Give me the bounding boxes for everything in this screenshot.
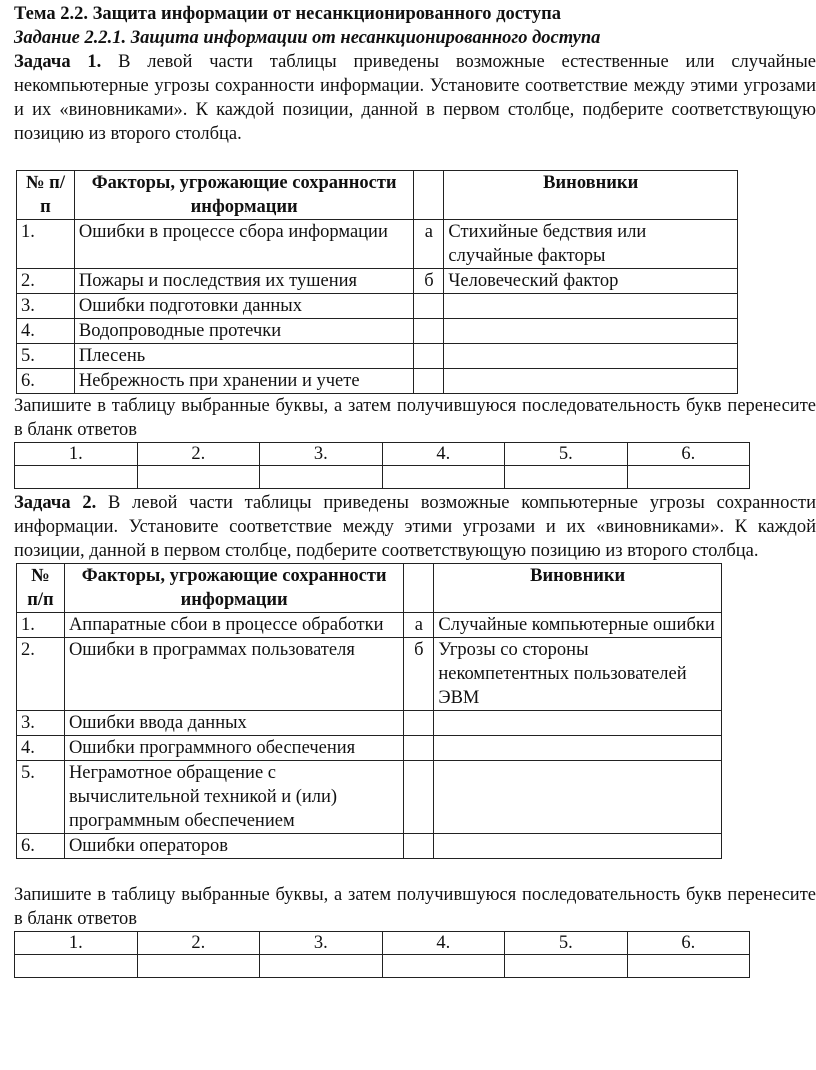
task1-instruction: Запишите в таблицу выбранные буквы, а затем получившуюся последовательность букв перенесите в бланк ответов (14, 396, 816, 440)
row-number: 6. (17, 369, 75, 394)
answer-cell[interactable] (15, 466, 138, 489)
letter-cell: а (404, 613, 434, 638)
answer-cell[interactable] (260, 955, 383, 978)
task1-header-row (17, 171, 738, 220)
row-number: 5. (17, 344, 75, 369)
answer-cell[interactable] (627, 466, 750, 489)
num-header: № п/п (17, 171, 75, 220)
culprit-cell (434, 736, 722, 761)
letter-cell (414, 319, 444, 344)
factor-cell: Небрежность при хранении и учете (74, 369, 414, 394)
factor-cell: Аппаратные сбои в процессе обработки (64, 613, 403, 638)
culprit-cell (434, 711, 722, 736)
answer-cell[interactable] (382, 466, 505, 489)
task2-header-row (17, 564, 722, 613)
factor-cell: Ошибки программного обеспечения (64, 736, 403, 761)
factor-cell: Водопроводные протечки (74, 319, 414, 344)
answer-number-cell: 1. (15, 932, 138, 955)
letter-header (414, 171, 444, 220)
factor-row (17, 834, 722, 859)
factor-row (17, 220, 738, 269)
answer-cell[interactable] (382, 955, 505, 978)
culprits-header: Виновники (434, 564, 722, 613)
culprit-cell: Стихийные бедствия или случайные факторы (444, 220, 738, 269)
answer-cell[interactable] (137, 466, 260, 489)
answer-cell[interactable] (505, 466, 628, 489)
topic-title: Тема 2.2. Защита информации от несанкционированного доступа (14, 4, 561, 24)
row-number: 6. (17, 834, 65, 859)
letter-cell: б (414, 269, 444, 294)
answer-number-cell: 4. (382, 443, 505, 466)
row-number: 1. (17, 220, 75, 269)
factor-row (17, 344, 738, 369)
culprit-cell: Человеческий фактор (444, 269, 738, 294)
row-number: 3. (17, 711, 65, 736)
answer-input-row (15, 466, 750, 489)
culprit-cell: Угрозы со стороны некомпетентных пользователей ЭВМ (434, 638, 722, 711)
task1-factors-table (16, 170, 738, 394)
letter-cell (414, 369, 444, 394)
culprits-header: Виновники (444, 171, 738, 220)
task1-description (14, 50, 816, 146)
letter-cell: а (414, 220, 444, 269)
culprit-cell (444, 294, 738, 319)
culprit-cell: Случайные компьютерные ошибки (434, 613, 722, 638)
factor-cell: Ошибки операторов (64, 834, 403, 859)
answer-cell[interactable] (15, 955, 138, 978)
task2-factors-table (16, 563, 722, 859)
task2-text: В левой части таблицы приведены возможные компьютерные угрозы сохранности информации. Установите соответствие между этими угрозами и их «виновниками». К каждой позиции, данной в первом столбце, подберите соответствующую позицию из второго столбца. (14, 493, 816, 561)
task1-text: В левой части таблицы приведены возможные естественные или случайные некомпьютерные угрозы сохранности информации. Установите соответствие между этими угрозами и их «виновниками». К каждой позиции, данной в первом столбце, подберите соответствующую позицию из второго столбца. (14, 52, 816, 144)
answer-number-cell: 3. (260, 932, 383, 955)
row-number: 2. (17, 638, 65, 711)
answer-number-cell: 2. (137, 932, 260, 955)
letter-cell (404, 834, 434, 859)
task2-description (14, 491, 816, 563)
task2-label: Задача 2. (14, 493, 97, 513)
factor-row (17, 736, 722, 761)
document-page (14, 2, 816, 978)
task1-label: Задача 1. (14, 52, 102, 72)
row-number: 2. (17, 269, 75, 294)
answer-cell[interactable] (260, 466, 383, 489)
factor-cell: Ошибки подготовки данных (74, 294, 414, 319)
factor-cell: Плесень (74, 344, 414, 369)
culprit-cell (444, 344, 738, 369)
factor-row (17, 294, 738, 319)
letter-cell (414, 344, 444, 369)
answer-number-cell: 6. (627, 443, 750, 466)
answer-input-row (15, 955, 750, 978)
letter-cell (404, 736, 434, 761)
answer-number-cell: 2. (137, 443, 260, 466)
task2-answer-table (14, 931, 750, 978)
answer-number-cell: 3. (260, 443, 383, 466)
factor-row (17, 711, 722, 736)
row-number: 1. (17, 613, 65, 638)
factors-header: Факторы, угрожающие сохранности информации (74, 171, 414, 220)
row-number: 5. (17, 761, 65, 834)
answer-number-cell: 6. (627, 932, 750, 955)
culprit-cell (434, 834, 722, 859)
answer-cell[interactable] (627, 955, 750, 978)
factor-cell: Ошибки ввода данных (64, 711, 403, 736)
factor-row (17, 269, 738, 294)
culprit-cell (444, 369, 738, 394)
answer-cell[interactable] (505, 955, 628, 978)
letter-cell (404, 711, 434, 736)
task1-answer-table (14, 442, 750, 489)
num-header: № п/п (17, 564, 65, 613)
answer-number-cell: 5. (505, 443, 628, 466)
letter-header (404, 564, 434, 613)
task2-instruction: Запишите в таблицу выбранные буквы, а затем получившуюся последовательность букв перенесите в бланк ответов (14, 885, 816, 929)
culprit-cell (434, 761, 722, 834)
factor-cell: Ошибки в программах пользователя (64, 638, 403, 711)
answer-number-cell: 1. (15, 443, 138, 466)
factor-cell: Неграмотное обращение с вычислительной техникой и (или) программным обеспечением (64, 761, 403, 834)
factor-row (17, 369, 738, 394)
factors-header: Факторы, угрожающие сохранности информации (64, 564, 403, 613)
answer-number-cell: 5. (505, 932, 628, 955)
factor-cell: Ошибки в процессе сбора информации (74, 220, 414, 269)
culprit-cell (444, 319, 738, 344)
row-number: 4. (17, 736, 65, 761)
answer-header-row (15, 443, 750, 466)
letter-cell (404, 761, 434, 834)
factor-row (17, 613, 722, 638)
factor-row (17, 761, 722, 834)
factor-cell: Пожары и последствия их тушения (74, 269, 414, 294)
row-number: 4. (17, 319, 75, 344)
letter-cell: б (404, 638, 434, 711)
assignment-title: Задание 2.2.1. Защита информации от несанкционированного доступа (14, 28, 601, 48)
factor-row (17, 319, 738, 344)
row-number: 3. (17, 294, 75, 319)
answer-number-cell: 4. (382, 932, 505, 955)
letter-cell (414, 294, 444, 319)
factor-row (17, 638, 722, 711)
answer-cell[interactable] (137, 955, 260, 978)
answer-header-row (15, 932, 750, 955)
